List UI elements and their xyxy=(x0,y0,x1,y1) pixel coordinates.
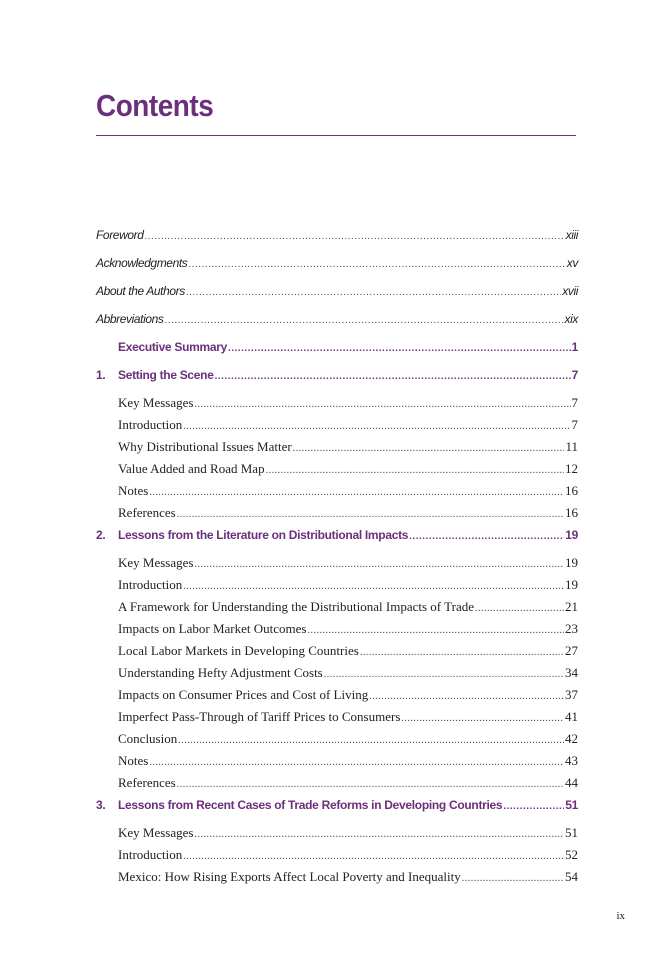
dot-leader xyxy=(178,728,564,752)
toc-entry-page: xv xyxy=(566,256,578,270)
toc-entry-page: 42 xyxy=(565,731,578,746)
toc-section-entry[interactable] xyxy=(96,596,578,618)
dot-leader xyxy=(149,480,564,504)
toc-entry-label: References xyxy=(118,775,176,790)
toc-entry-label: Key Messages xyxy=(118,555,194,570)
toc-entry-label: Conclusion xyxy=(118,731,178,746)
toc-entry-page: 11 xyxy=(565,439,578,454)
toc-section-entry[interactable] xyxy=(96,772,578,794)
page-title: Contents xyxy=(96,88,214,123)
toc-front-matter-entry[interactable] xyxy=(96,252,578,280)
toc-entry-page: 27 xyxy=(565,643,578,658)
toc-entry-page: 16 xyxy=(565,505,578,520)
toc-section-entry[interactable] xyxy=(96,728,578,750)
dot-leader xyxy=(266,458,564,482)
dot-leader xyxy=(149,750,564,774)
dot-leader xyxy=(324,662,564,686)
toc-entry-page: 43 xyxy=(565,753,578,768)
toc-section-entry[interactable] xyxy=(96,502,578,524)
dot-leader xyxy=(186,280,561,304)
dot-leader xyxy=(177,502,564,526)
toc-section-entry[interactable] xyxy=(96,706,578,728)
toc-section-entry[interactable] xyxy=(96,866,578,888)
toc-entry-label: References xyxy=(118,505,176,520)
toc-section-entry[interactable] xyxy=(96,480,578,502)
chapter-number: 2. xyxy=(96,528,106,542)
toc-entry-page: 19 xyxy=(565,577,578,592)
toc-entry-page: 52 xyxy=(565,847,578,862)
toc-section-entry[interactable] xyxy=(96,414,578,436)
toc-entry-label: Impacts on Consumer Prices and Cost of Living xyxy=(118,687,369,702)
toc-entry-page: 21 xyxy=(565,599,578,614)
toc-entry-page: 51 xyxy=(565,825,578,840)
toc-entry-page: 16 xyxy=(565,483,578,498)
toc-entry-label: Foreword xyxy=(96,228,144,242)
dot-leader xyxy=(194,822,564,846)
dot-leader xyxy=(194,392,570,416)
dot-leader xyxy=(215,364,571,388)
dot-leader xyxy=(183,414,570,438)
toc-entry-page: xvii xyxy=(562,284,578,298)
toc-entry-label: Introduction xyxy=(118,417,183,432)
toc-entry-label: Acknowledgments xyxy=(96,256,188,270)
chapter-number: 3. xyxy=(96,798,106,812)
toc-section-entry[interactable] xyxy=(96,392,578,414)
toc-entry-label: Key Messages xyxy=(118,395,194,410)
title-rule xyxy=(96,135,576,136)
dot-leader xyxy=(360,640,564,664)
dot-leader xyxy=(369,684,564,708)
toc-entry-label: Mexico: How Rising Exports Affect Local Poverty and Inequality xyxy=(118,869,461,884)
toc-entry-label: Abbreviations xyxy=(96,312,164,326)
toc-section-entry[interactable] xyxy=(96,822,578,844)
toc-front-matter-entry[interactable] xyxy=(96,280,578,308)
toc-entry-label: Notes xyxy=(118,753,149,768)
toc-section-entry[interactable] xyxy=(96,640,578,662)
toc-entry-page: 7 xyxy=(571,395,578,410)
table-of-contents xyxy=(96,224,578,888)
toc-entry-label: Lessons from the Literature on Distributional Impacts xyxy=(118,528,409,542)
toc-entry-page: 12 xyxy=(565,461,578,476)
toc-entry-label: Key Messages xyxy=(118,825,194,840)
dot-leader xyxy=(462,866,564,890)
dot-leader xyxy=(409,524,564,548)
toc-entry-label: Understanding Hefty Adjustment Costs xyxy=(118,665,323,680)
dot-leader xyxy=(194,552,564,576)
toc-entry-page: 23 xyxy=(565,621,578,636)
toc-entry-page: xiii xyxy=(565,228,578,242)
toc-front-matter-entry[interactable] xyxy=(96,308,578,336)
toc-section-entry[interactable] xyxy=(96,436,578,458)
toc-entry-label: Value Added and Road Map xyxy=(118,461,265,476)
toc-section-entry[interactable] xyxy=(96,662,578,684)
toc-chapter-entry[interactable] xyxy=(96,336,578,364)
toc-chapter-entry[interactable] xyxy=(96,524,578,552)
dot-leader xyxy=(307,618,564,642)
dot-leader xyxy=(228,336,571,360)
dot-leader xyxy=(183,844,564,868)
chapter-number: 1. xyxy=(96,368,106,382)
toc-entry-label: Introduction xyxy=(118,577,183,592)
dot-leader xyxy=(401,706,564,730)
toc-entry-page: 7 xyxy=(571,417,578,432)
dot-leader xyxy=(293,436,565,460)
toc-entry-label: A Framework for Understanding the Distributional Impacts of Trade xyxy=(118,599,474,614)
toc-entry-label: Impacts on Labor Market Outcomes xyxy=(118,621,307,636)
toc-entry-page: 1 xyxy=(571,340,578,354)
toc-section-entry[interactable] xyxy=(96,618,578,640)
dot-leader xyxy=(144,224,564,248)
toc-entry-page: 7 xyxy=(571,368,578,382)
toc-chapter-entry[interactable] xyxy=(96,794,578,822)
toc-entry-page: 44 xyxy=(565,775,578,790)
toc-entry-label: Setting the Scene xyxy=(118,368,214,382)
page-number: ix xyxy=(616,910,625,922)
dot-leader xyxy=(475,596,564,620)
toc-entry-label: Why Distributional Issues Matter xyxy=(118,439,292,454)
dot-leader xyxy=(188,252,565,276)
toc-chapter-entry[interactable] xyxy=(96,364,578,392)
dot-leader xyxy=(183,574,564,598)
toc-entry-label: About the Authors xyxy=(96,284,185,298)
toc-entry-page: 51 xyxy=(565,798,578,812)
toc-entry-label: Local Labor Markets in Developing Countries xyxy=(118,643,359,658)
toc-entry-page: 41 xyxy=(565,709,578,724)
toc-section-entry[interactable] xyxy=(96,684,578,706)
toc-entry-label: Notes xyxy=(118,483,149,498)
toc-entry-page: 19 xyxy=(565,555,578,570)
toc-section-entry[interactable] xyxy=(96,844,578,866)
dot-leader xyxy=(165,308,564,332)
toc-entry-page: 19 xyxy=(565,528,578,542)
toc-section-entry[interactable] xyxy=(96,574,578,596)
toc-entry-label: Executive Summary xyxy=(118,340,227,354)
toc-entry-label: Introduction xyxy=(118,847,183,862)
toc-section-entry[interactable] xyxy=(96,552,578,574)
toc-entry-page: 34 xyxy=(565,665,578,680)
dot-leader xyxy=(177,772,564,796)
toc-entry-page: 54 xyxy=(565,869,578,884)
dot-leader xyxy=(503,794,564,818)
toc-entry-label: Lessons from Recent Cases of Trade Reforms in Developing Countries xyxy=(118,798,503,812)
toc-front-matter-entry[interactable] xyxy=(96,224,578,252)
toc-entry-page: 37 xyxy=(565,687,578,702)
toc-section-entry[interactable] xyxy=(96,458,578,480)
toc-entry-label: Imperfect Pass-Through of Tariff Prices to Consumers xyxy=(118,709,401,724)
toc-entry-page: xix xyxy=(564,312,578,326)
toc-section-entry[interactable] xyxy=(96,750,578,772)
